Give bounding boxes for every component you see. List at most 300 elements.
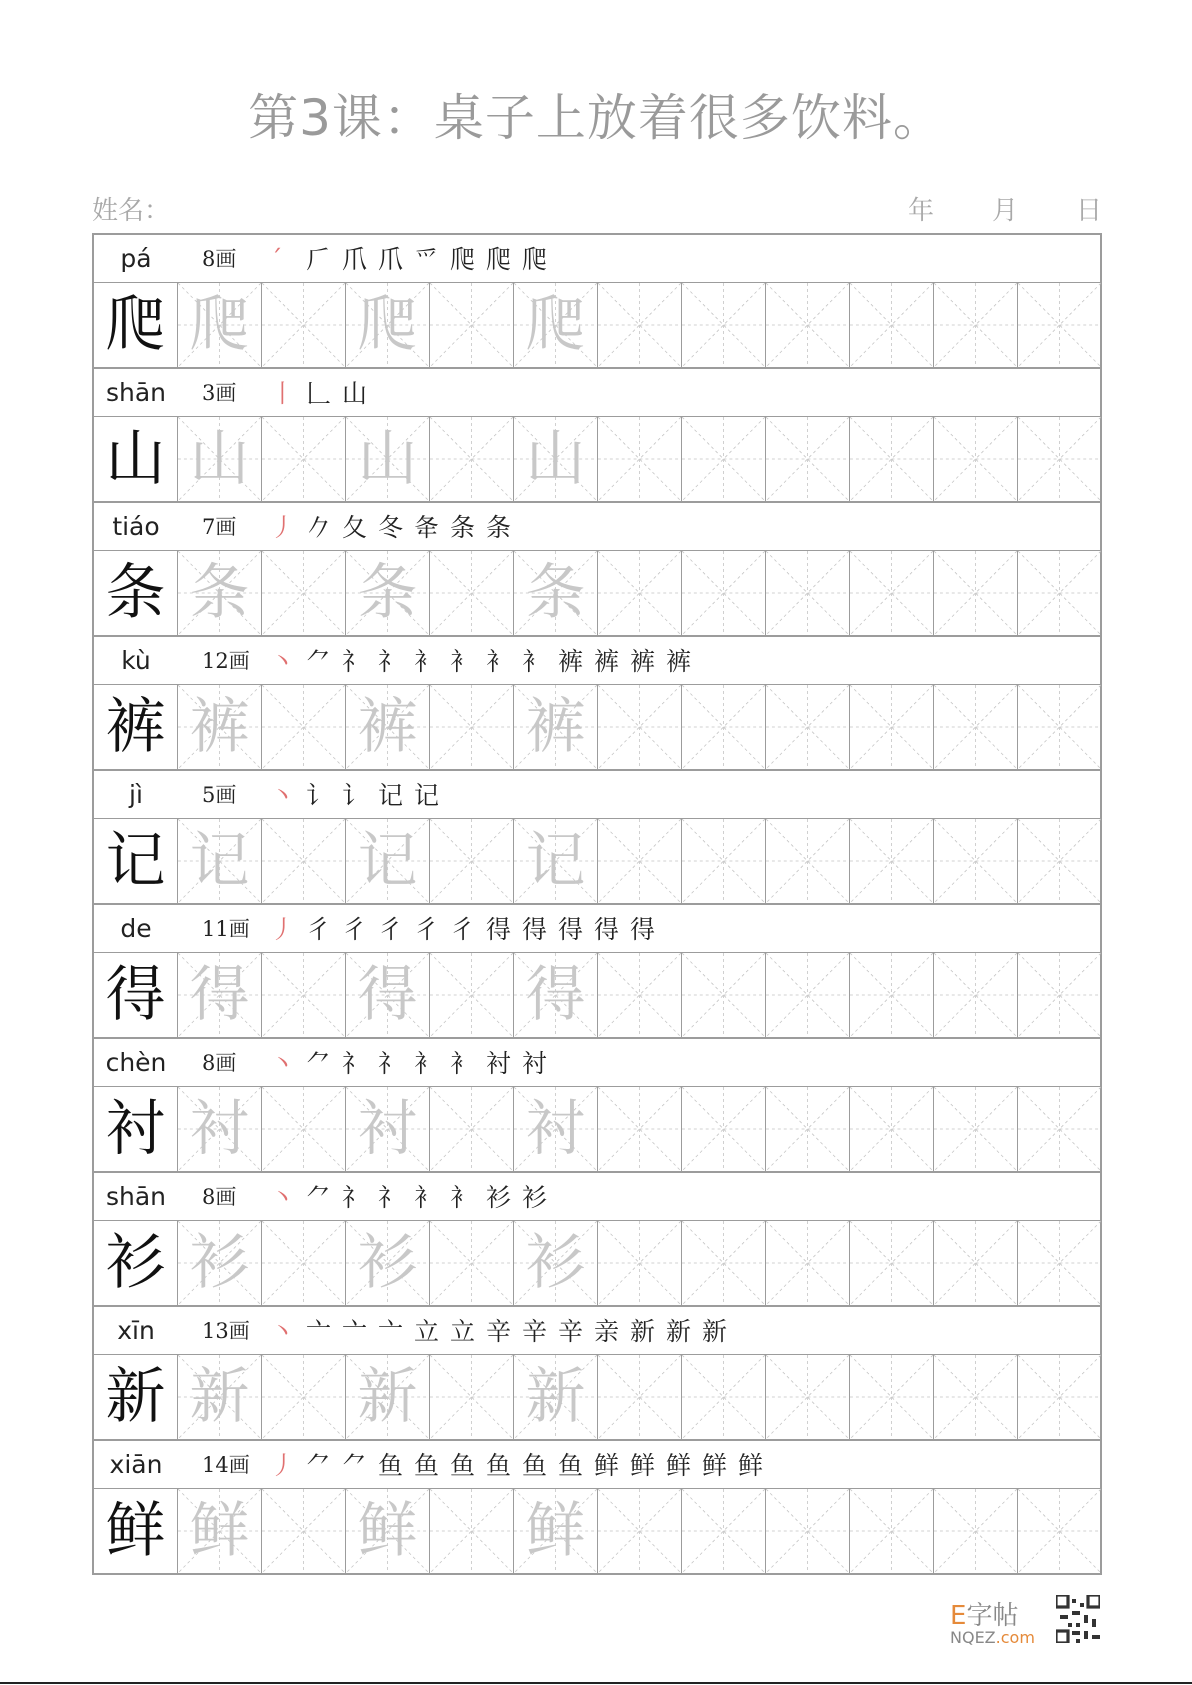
- trace-character-cell: [346, 1221, 430, 1305]
- stroke-step: 丶: [270, 1317, 296, 1346]
- trace-character: 山: [357, 424, 418, 494]
- day-label: 日: [1075, 196, 1102, 226]
- trace-character-cell: [346, 819, 430, 903]
- grid-guide-lines: [430, 283, 513, 367]
- writing-cell[interactable]: [682, 819, 766, 903]
- stroke-step: 礻: [342, 1049, 368, 1078]
- trace-character-cell: [514, 1355, 598, 1439]
- stroke-step: 鲜: [594, 1451, 620, 1480]
- writing-cell[interactable]: [682, 685, 766, 769]
- trace-character: 衬: [525, 1094, 586, 1164]
- trace-character-cell: [346, 1087, 430, 1171]
- trace-character: 山: [189, 424, 250, 494]
- grid-guide-lines: [850, 819, 933, 903]
- writing-cell[interactable]: [598, 1355, 682, 1439]
- writing-cell[interactable]: [766, 1087, 850, 1171]
- char-info-row: [94, 1441, 1100, 1489]
- stroke-step: 条: [486, 513, 512, 542]
- grid-guide-lines: [1018, 819, 1101, 903]
- trace-character: 衫: [189, 1228, 250, 1298]
- stroke-step: 立: [450, 1317, 476, 1346]
- writing-cell[interactable]: [682, 1087, 766, 1171]
- stroke-step: 得: [558, 915, 584, 944]
- writing-cell[interactable]: [934, 819, 1018, 903]
- stroke-step: 衤: [450, 1049, 476, 1078]
- trace-character: 条: [189, 558, 250, 628]
- stroke-count: 8画: [202, 1185, 237, 1209]
- grid-guide-lines: [430, 1355, 513, 1439]
- trace-character: 鲜: [525, 1496, 586, 1566]
- writing-cell[interactable]: [430, 953, 514, 1037]
- trace-character: 新: [189, 1362, 250, 1432]
- writing-cell[interactable]: [682, 953, 766, 1037]
- grid-guide-lines: [934, 551, 1017, 635]
- name-label: 姓名：: [92, 196, 171, 226]
- trace-character-cell: [178, 283, 262, 367]
- grid-guide-lines: [850, 685, 933, 769]
- grid-guide-lines: [262, 1489, 345, 1573]
- pinyin-label: de: [120, 914, 152, 943]
- writing-cell[interactable]: [262, 819, 346, 903]
- stroke-step: 丶: [270, 1049, 296, 1078]
- stroke-count: 5画: [202, 783, 237, 807]
- trace-character: 记: [357, 826, 418, 896]
- writing-cell[interactable]: [1018, 283, 1101, 367]
- grid-guide-lines: [430, 953, 513, 1037]
- grid-guide-lines: [682, 417, 765, 501]
- writing-cell[interactable]: [766, 1489, 850, 1573]
- grid-guide-lines: [262, 1221, 345, 1305]
- model-character: 记: [105, 826, 166, 896]
- stroke-step: 辛: [522, 1317, 548, 1346]
- stroke-step: 彳: [342, 915, 368, 944]
- grid-guide-lines: [934, 1489, 1017, 1573]
- writing-cell[interactable]: [598, 417, 682, 501]
- stroke-count: 11画: [202, 917, 250, 941]
- writing-cell[interactable]: [934, 417, 1018, 501]
- writing-cell[interactable]: [598, 1489, 682, 1573]
- grid-guide-lines: [262, 685, 345, 769]
- practice-grid-row: [94, 551, 1100, 637]
- stroke-step: 𠂆: [306, 245, 332, 274]
- writing-cell[interactable]: [850, 1355, 934, 1439]
- writing-cell[interactable]: [1018, 551, 1101, 635]
- writing-cell[interactable]: [766, 551, 850, 635]
- stroke-step: ⺈: [306, 647, 332, 676]
- stroke-step: 彳: [306, 915, 332, 944]
- grid-guide-lines: [934, 417, 1017, 501]
- practice-sheet: [92, 233, 1102, 1575]
- stroke-step: 裤: [558, 647, 584, 676]
- grid-guide-lines: [682, 1087, 765, 1171]
- stroke-sequence: [270, 1441, 774, 1489]
- stroke-step: 爪: [378, 245, 404, 274]
- trace-character-cell: [346, 953, 430, 1037]
- writing-cell[interactable]: [766, 685, 850, 769]
- char-info-row: [94, 1173, 1100, 1221]
- writing-cell[interactable]: [430, 685, 514, 769]
- writing-cell[interactable]: [262, 953, 346, 1037]
- writing-cell[interactable]: [934, 1221, 1018, 1305]
- writing-cell[interactable]: [1018, 1221, 1101, 1305]
- grid-guide-lines: [850, 1087, 933, 1171]
- writing-cell[interactable]: [682, 1355, 766, 1439]
- stroke-step: 彳: [378, 915, 404, 944]
- stroke-step: 爬: [450, 245, 476, 274]
- grid-guide-lines: [682, 1355, 765, 1439]
- trace-character-cell: [514, 551, 598, 635]
- stroke-step: 得: [522, 915, 548, 944]
- trace-character: 新: [357, 1362, 418, 1432]
- writing-cell[interactable]: [850, 685, 934, 769]
- writing-cell[interactable]: [934, 1355, 1018, 1439]
- writing-cell[interactable]: [1018, 417, 1101, 501]
- stroke-count: 8画: [202, 1051, 237, 1075]
- trace-character-cell: [514, 417, 598, 501]
- writing-cell[interactable]: [682, 283, 766, 367]
- stroke-count: 3画: [202, 381, 237, 405]
- stroke-step: 鲜: [738, 1451, 764, 1480]
- stroke-count: 13画: [202, 1319, 250, 1343]
- writing-cell[interactable]: [598, 953, 682, 1037]
- stroke-step: 亠: [378, 1317, 404, 1346]
- stroke-step: 鲜: [666, 1451, 692, 1480]
- writing-cell[interactable]: [430, 417, 514, 501]
- writing-cell[interactable]: [598, 685, 682, 769]
- stroke-step: 丿: [270, 513, 296, 542]
- grid-guide-lines: [934, 283, 1017, 367]
- stroke-step: ˊ: [270, 245, 283, 274]
- grid-guide-lines: [934, 953, 1017, 1037]
- writing-cell[interactable]: [850, 1489, 934, 1573]
- trace-character: 爬: [357, 290, 418, 360]
- grid-guide-lines: [598, 283, 681, 367]
- model-character: 爬: [105, 290, 166, 360]
- stroke-step: 条: [450, 513, 476, 542]
- trace-character: 裤: [525, 692, 586, 762]
- model-character: 条: [105, 558, 166, 628]
- writing-cell[interactable]: [850, 953, 934, 1037]
- model-character-cell: [94, 685, 178, 769]
- stroke-step: 辛: [558, 1317, 584, 1346]
- char-info-row: [94, 503, 1100, 551]
- writing-cell[interactable]: [850, 1221, 934, 1305]
- grid-guide-lines: [682, 1221, 765, 1305]
- stroke-count: 12画: [202, 649, 250, 673]
- practice-grid-row: [94, 1221, 1100, 1307]
- trace-character: 鲜: [189, 1496, 250, 1566]
- writing-cell[interactable]: [850, 1087, 934, 1171]
- writing-cell[interactable]: [682, 1221, 766, 1305]
- trace-character-cell: [178, 417, 262, 501]
- trace-character-cell: [178, 819, 262, 903]
- writing-cell[interactable]: [262, 1221, 346, 1305]
- grid-guide-lines: [682, 953, 765, 1037]
- writing-cell[interactable]: [850, 819, 934, 903]
- stroke-step: 鱼: [522, 1451, 548, 1480]
- stroke-step: 冬: [378, 513, 404, 542]
- writing-cell[interactable]: [934, 1087, 1018, 1171]
- writing-cell[interactable]: [766, 819, 850, 903]
- stroke-count: 14画: [202, 1453, 250, 1477]
- stroke-step: 衤: [414, 1049, 440, 1078]
- trace-character-cell: [346, 551, 430, 635]
- model-character-cell: [94, 1489, 178, 1573]
- stroke-step: 礻: [378, 1049, 404, 1078]
- grid-guide-lines: [1018, 1489, 1101, 1573]
- stroke-step: 鲜: [630, 1451, 656, 1480]
- pinyin-label: xīn: [117, 1316, 155, 1345]
- writing-cell[interactable]: [262, 551, 346, 635]
- stroke-step: 丶: [270, 1183, 296, 1212]
- date-fields: [908, 190, 1102, 227]
- stroke-step: 衤: [414, 1183, 440, 1212]
- grid-guide-lines: [430, 685, 513, 769]
- grid-guide-lines: [430, 1087, 513, 1171]
- trace-character-cell: [346, 417, 430, 501]
- grid-guide-lines: [598, 1489, 681, 1573]
- trace-character-cell: [346, 1355, 430, 1439]
- stroke-step: 辛: [486, 1317, 512, 1346]
- stroke-step: 丶: [270, 781, 296, 810]
- writing-cell[interactable]: [262, 283, 346, 367]
- writing-cell[interactable]: [934, 685, 1018, 769]
- trace-character: 爬: [525, 290, 586, 360]
- practice-grid-row: [94, 819, 1100, 905]
- writing-cell[interactable]: [1018, 685, 1101, 769]
- header-row: [92, 190, 1102, 230]
- stroke-step: 礻: [378, 647, 404, 676]
- trace-character: 裤: [357, 692, 418, 762]
- trace-character: 得: [525, 960, 586, 1030]
- grid-guide-lines: [766, 685, 849, 769]
- month-label: 月: [991, 196, 1018, 226]
- grid-guide-lines: [262, 1355, 345, 1439]
- trace-character: 裤: [189, 692, 250, 762]
- writing-cell[interactable]: [262, 1087, 346, 1171]
- grid-guide-lines: [1018, 283, 1101, 367]
- model-character: 衫: [105, 1228, 166, 1298]
- writing-cell[interactable]: [682, 417, 766, 501]
- stroke-sequence: [270, 1039, 558, 1087]
- writing-cell[interactable]: [850, 551, 934, 635]
- trace-character: 条: [525, 558, 586, 628]
- stroke-step: 衤: [414, 647, 440, 676]
- char-info-row: [94, 905, 1100, 953]
- practice-grid-row: [94, 1355, 1100, 1441]
- writing-cell[interactable]: [850, 417, 934, 501]
- writing-cell[interactable]: [598, 551, 682, 635]
- grid-guide-lines: [682, 819, 765, 903]
- grid-guide-lines: [598, 1221, 681, 1305]
- stroke-step: 丶: [270, 647, 296, 676]
- stroke-step: 衤: [450, 1183, 476, 1212]
- writing-cell[interactable]: [262, 1355, 346, 1439]
- stroke-step: 鱼: [378, 1451, 404, 1480]
- grid-guide-lines: [766, 551, 849, 635]
- stroke-step: 礻: [342, 1183, 368, 1212]
- writing-cell[interactable]: [430, 1221, 514, 1305]
- pinyin-label: jì: [129, 780, 143, 809]
- model-character: 新: [105, 1362, 166, 1432]
- grid-guide-lines: [934, 819, 1017, 903]
- char-info-row: [94, 637, 1100, 685]
- char-info-row: [94, 1307, 1100, 1355]
- stroke-step: 𠂊: [306, 513, 332, 542]
- model-character-cell: [94, 417, 178, 501]
- pinyin-label: chèn: [105, 1048, 167, 1077]
- model-character: 山: [105, 424, 166, 494]
- grid-guide-lines: [1018, 953, 1101, 1037]
- stroke-step: 得: [594, 915, 620, 944]
- trace-character-cell: [178, 551, 262, 635]
- grid-guide-lines: [934, 685, 1017, 769]
- grid-guide-lines: [1018, 551, 1101, 635]
- bottom-rule: [0, 1682, 1192, 1684]
- trace-character-cell: [514, 1221, 598, 1305]
- stroke-step: 𠃊: [306, 379, 332, 408]
- trace-character: 记: [525, 826, 586, 896]
- grid-guide-lines: [598, 551, 681, 635]
- writing-cell[interactable]: [598, 819, 682, 903]
- writing-cell[interactable]: [934, 953, 1018, 1037]
- writing-cell[interactable]: [1018, 1087, 1101, 1171]
- trace-character-cell: [346, 283, 430, 367]
- stroke-step: 裤: [666, 647, 692, 676]
- grid-guide-lines: [850, 551, 933, 635]
- writing-cell[interactable]: [598, 283, 682, 367]
- stroke-step: ⺈: [342, 1451, 368, 1480]
- grid-guide-lines: [262, 283, 345, 367]
- trace-character: 得: [357, 960, 418, 1030]
- trace-character: 山: [525, 424, 586, 494]
- grid-guide-lines: [1018, 1355, 1101, 1439]
- writing-cell[interactable]: [262, 1489, 346, 1573]
- model-character: 裤: [105, 692, 166, 762]
- writing-cell[interactable]: [262, 417, 346, 501]
- stroke-step: 鱼: [450, 1451, 476, 1480]
- writing-cell[interactable]: [1018, 1489, 1101, 1573]
- practice-grid-row: [94, 1087, 1100, 1173]
- stroke-step: 衫: [522, 1183, 548, 1212]
- stroke-step: 夂: [342, 513, 368, 542]
- stroke-step: 彳: [414, 915, 440, 944]
- stroke-step: 衤: [522, 647, 548, 676]
- writing-cell[interactable]: [598, 1087, 682, 1171]
- stroke-step: 山: [342, 379, 368, 408]
- grid-guide-lines: [766, 283, 849, 367]
- stroke-step: 记: [414, 781, 440, 810]
- writing-cell[interactable]: [1018, 819, 1101, 903]
- stroke-step: 彳: [450, 915, 476, 944]
- model-character-cell: [94, 953, 178, 1037]
- writing-cell[interactable]: [262, 685, 346, 769]
- stroke-step: 亲: [594, 1317, 620, 1346]
- writing-cell[interactable]: [766, 1221, 850, 1305]
- stroke-step: 得: [486, 915, 512, 944]
- practice-grid-row: [94, 1489, 1100, 1573]
- writing-cell[interactable]: [430, 283, 514, 367]
- grid-guide-lines: [262, 819, 345, 903]
- writing-cell[interactable]: [766, 417, 850, 501]
- stroke-sequence: [270, 637, 702, 685]
- writing-cell[interactable]: [430, 1087, 514, 1171]
- stroke-count: 8画: [202, 247, 237, 271]
- trace-character: 记: [189, 826, 250, 896]
- stroke-step: 衤: [486, 647, 512, 676]
- stroke-step: 礻: [342, 647, 368, 676]
- trace-character-cell: [178, 1489, 262, 1573]
- stroke-step: 新: [630, 1317, 656, 1346]
- model-character-cell: [94, 1221, 178, 1305]
- stroke-step: 爬: [486, 245, 512, 274]
- model-character-cell: [94, 1355, 178, 1439]
- stroke-step: 爪: [342, 245, 368, 274]
- stroke-step: 礻: [378, 1183, 404, 1212]
- model-character-cell: [94, 819, 178, 903]
- stroke-step: 衬: [486, 1049, 512, 1078]
- writing-cell[interactable]: [430, 1355, 514, 1439]
- writing-cell[interactable]: [682, 1489, 766, 1573]
- trace-character: 新: [525, 1362, 586, 1432]
- pinyin-label: tiáo: [112, 512, 160, 541]
- writing-cell[interactable]: [430, 1489, 514, 1573]
- trace-character-cell: [514, 953, 598, 1037]
- stroke-step: 讠: [342, 781, 368, 810]
- stroke-step: ⺈: [306, 1183, 332, 1212]
- grid-guide-lines: [934, 1355, 1017, 1439]
- writing-cell[interactable]: [682, 551, 766, 635]
- grid-guide-lines: [430, 417, 513, 501]
- model-character-cell: [94, 283, 178, 367]
- stroke-step: 爫: [414, 245, 440, 274]
- stroke-step: ⺈: [306, 1451, 332, 1480]
- writing-cell[interactable]: [430, 819, 514, 903]
- grid-guide-lines: [766, 1355, 849, 1439]
- pinyin-label: shān: [105, 378, 167, 407]
- stroke-step: 亠: [306, 1317, 332, 1346]
- grid-guide-lines: [1018, 1087, 1101, 1171]
- writing-cell[interactable]: [766, 1355, 850, 1439]
- stroke-step: 记: [378, 781, 404, 810]
- writing-cell[interactable]: [766, 283, 850, 367]
- trace-character: 得: [189, 960, 250, 1030]
- trace-character-cell: [514, 283, 598, 367]
- writing-cell[interactable]: [766, 953, 850, 1037]
- writing-cell[interactable]: [598, 1221, 682, 1305]
- grid-guide-lines: [598, 1355, 681, 1439]
- logo-url: NQEZ.com: [950, 1628, 1035, 1647]
- stroke-step: 鲜: [702, 1451, 728, 1480]
- char-info-row: [94, 771, 1100, 819]
- writing-cell[interactable]: [1018, 1355, 1101, 1439]
- writing-cell[interactable]: [850, 283, 934, 367]
- trace-character: 衬: [357, 1094, 418, 1164]
- practice-grid-row: [94, 283, 1100, 369]
- writing-cell[interactable]: [934, 551, 1018, 635]
- writing-cell[interactable]: [934, 1489, 1018, 1573]
- grid-guide-lines: [850, 417, 933, 501]
- grid-guide-lines: [682, 685, 765, 769]
- writing-cell[interactable]: [1018, 953, 1101, 1037]
- grid-guide-lines: [598, 1087, 681, 1171]
- trace-character-cell: [514, 819, 598, 903]
- writing-cell[interactable]: [934, 283, 1018, 367]
- writing-cell[interactable]: [430, 551, 514, 635]
- stroke-step: 鱼: [414, 1451, 440, 1480]
- trace-character-cell: [346, 685, 430, 769]
- grid-guide-lines: [430, 551, 513, 635]
